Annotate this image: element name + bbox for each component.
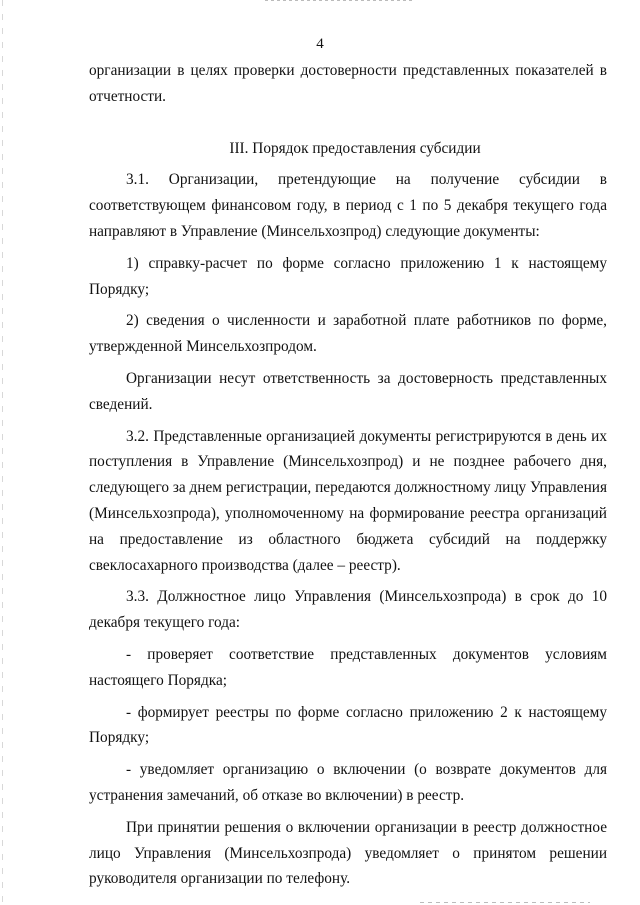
section-heading: III. Порядок предоставления субсидии xyxy=(229,139,481,157)
bullet-notify: - уведомляет организацию о включении (о возврате документов для устранения замечаний, об отказе во включении) в реестр. xyxy=(89,761,607,804)
list-item-2: 2) сведения о численности и заработной плате работников по форме, утвержденной Минсельхозпродом. xyxy=(89,312,607,356)
scan-artifact-bottom xyxy=(420,902,590,903)
paragraph-continuation: организации в целях проверки достоверности представленных показателей в отчетности. xyxy=(89,62,607,105)
paragraph-3-3: 3.3. Должностное лицо Управления (Минсельхозпрода) в срок до 10 декабря текущего года: xyxy=(89,588,607,632)
scan-artifact-left-edge xyxy=(2,0,3,905)
scan-artifact-top xyxy=(265,0,415,1)
document-body xyxy=(89,58,607,892)
paragraph-3-2: 3.2. Представленные организацией документы регистрируются в день их поступления в Управление (Минсельхозпрод) и не позднее рабочего дня, следующего за днем регистрации, передаются должностному лицу Управления (Минсельхозпрода), уполномоченному на формирование реестра организаций на предоставление из областного бюджета субсидий на поддержку свеклосахарного производства (далее – реестр). xyxy=(89,427,607,574)
bullet-check: - проверяет соответствие представленных документов условиям настоящего Порядка; xyxy=(89,645,607,689)
paragraph-3-1: 3.1. Организации, претендующие на получение субсидии в соответствующем финансовом году, в период с 1 по 5 декабря текущего года направляют в Управление (Минсельхозпрод) следующие документы: xyxy=(89,171,607,240)
paragraph-decision: При принятии решения о включении организации в реестр должностное лицо Управления (Минсельхозпрода) уведомляет о принятом решении руководителя организации по телефону. xyxy=(89,818,607,888)
paragraph-responsibility: Организации несут ответственность за достоверность представленных сведений. xyxy=(89,369,607,413)
list-item-1: 1) справку-расчет по форме согласно приложению 1 к настоящему Порядку; xyxy=(89,254,607,298)
bullet-form-registry: - формирует реестры по форме согласно приложению 2 к настоящему Порядку; xyxy=(89,703,607,747)
page-number: 4 xyxy=(316,36,324,52)
